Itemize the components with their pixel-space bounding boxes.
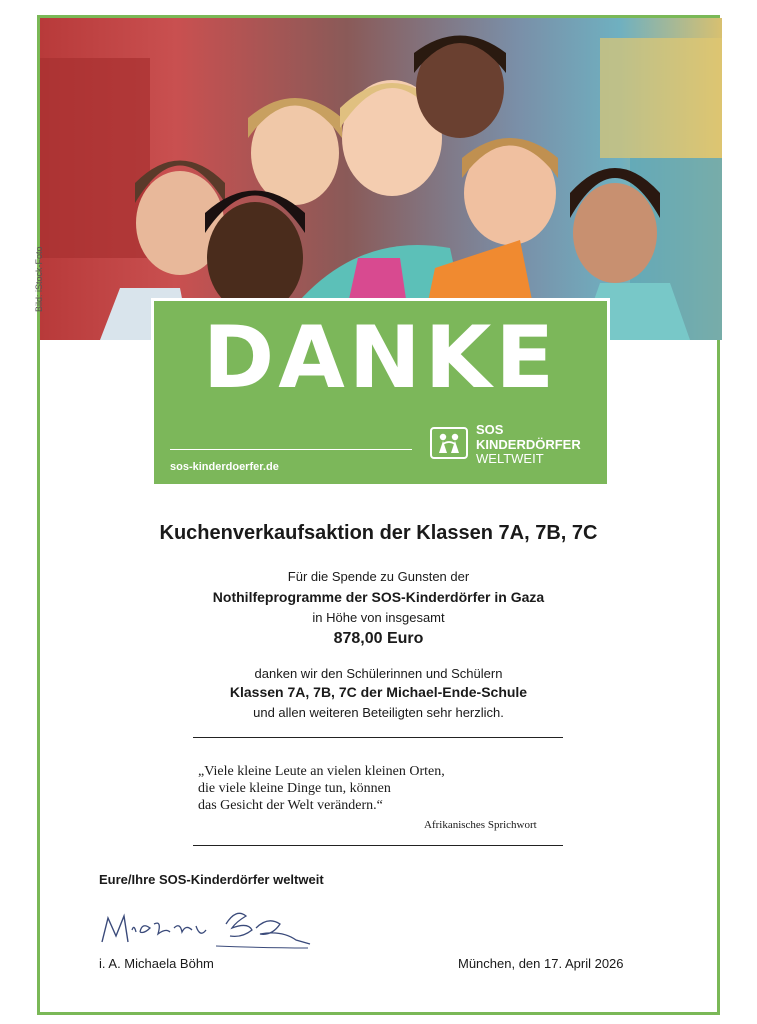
quote-line-3: das Gesicht der Welt verändern.“	[198, 798, 383, 814]
amount-intro: in Höhe von insgesamt	[312, 610, 445, 625]
quote-line-2: die viele kleine Dinge tun, können	[198, 781, 391, 797]
header-photo	[40, 18, 722, 340]
donation-intro: Für die Spende zu Gunsten der	[287, 569, 470, 584]
recipient-classes: Klassen 7A, 7B, 7C der Michael-Ende-Schule	[229, 684, 528, 700]
quote-bottom-rule	[193, 845, 563, 846]
thanks-intro: danken wir den Schülerinnen und Schülern	[254, 666, 503, 681]
logo-line-weltweit: WELTWEIT	[476, 451, 544, 467]
handwritten-signature	[96, 902, 326, 959]
logo-line-sos: SOS	[476, 422, 504, 437]
quote-source: Afrikanisches Sprichwort	[424, 819, 537, 831]
sos-logo-icon	[430, 427, 468, 459]
sos-logo-text	[476, 423, 581, 467]
donation-amount: 878,00 Euro	[333, 630, 424, 647]
photo-credit: Bild: iStock-Foto	[34, 246, 44, 312]
certificate-heading: Kuchenverkaufsaktion der Klassen 7A, 7B, 7C	[159, 522, 598, 544]
program-name: Nothilfeprogramme der SOS-Kinderdörfer in Gaza	[212, 589, 545, 605]
quote-block	[198, 763, 558, 814]
quote-top-rule	[193, 737, 563, 738]
banner-url: sos-kinderdoerfer.de	[170, 461, 279, 473]
banner-divider	[170, 449, 412, 450]
children-photo-illustration	[40, 18, 722, 340]
logo-line-kinderdoerfer: KINDERDÖRFER	[476, 436, 581, 452]
greeting: Eure/Ihre SOS-Kinderdörfer weltweit	[99, 872, 324, 887]
danke-banner	[151, 298, 610, 487]
place-and-date: München, den 17. April 2026	[458, 956, 624, 971]
quote-line-1: „Viele kleine Leute an vielen kleinen Orten,	[198, 764, 445, 779]
signer-name: i. A. Michaela Böhm	[99, 956, 214, 971]
banner-headline: DANKE	[202, 308, 559, 408]
thanks-closing: und allen weiteren Beteiligten sehr herzlich.	[253, 705, 504, 720]
